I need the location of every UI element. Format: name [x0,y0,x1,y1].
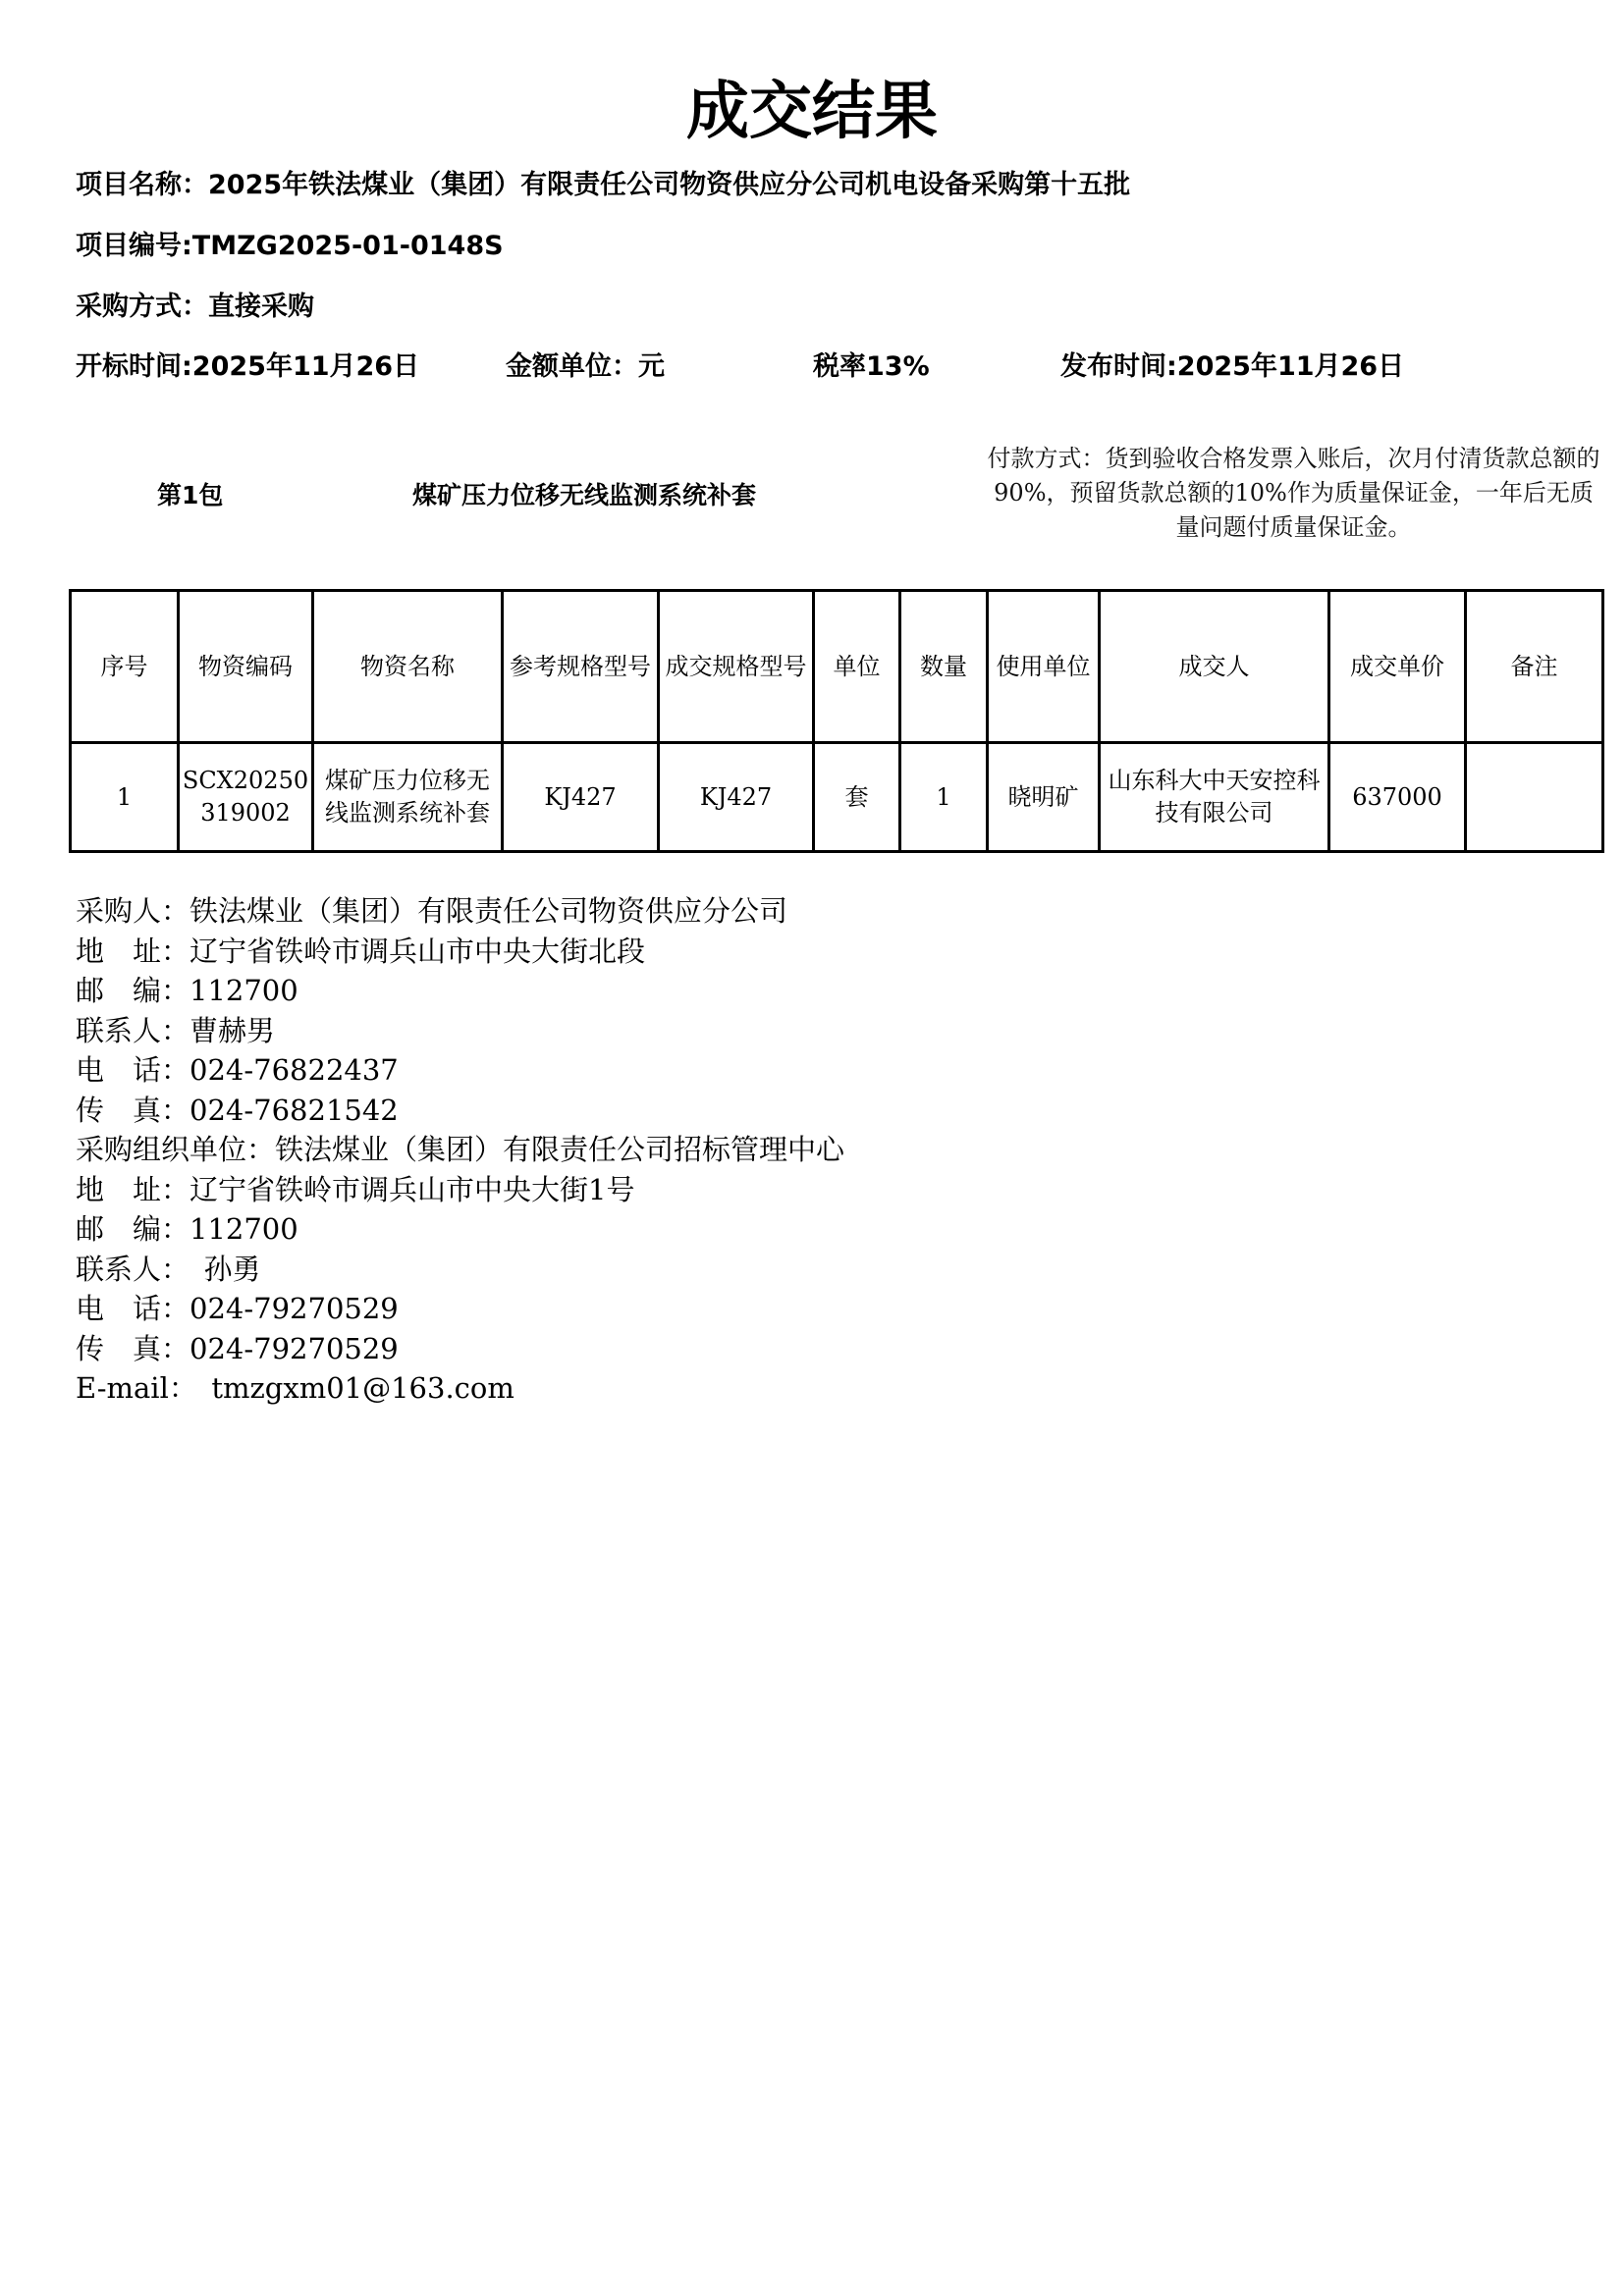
currency-unit: 金额单位：元 [506,351,665,382]
cell-using-unit: 晓明矿 [988,743,1100,852]
header-cell: 物资名称 [313,591,503,743]
header-cell: 备注 [1466,591,1603,743]
organizer-address: 地 址：辽宁省铁岭市调兵山市中央大街1号 [76,1172,635,1206]
cell-material-name: 煤矿压力位移无线监测系统补套 [313,743,503,852]
cell-supplier: 山东科大中天安控科技有限公司 [1100,743,1329,852]
package-name: 煤矿压力位移无线监测系统补套 [412,481,757,509]
cell-ref-spec: KJ427 [503,743,659,852]
purchaser-fax: 传 真：024-76821542 [76,1093,399,1127]
table-row [71,743,1603,852]
project-number: 项目编号:TMZG2025-01-0148S [76,231,504,261]
header-cell: 参考规格型号 [503,591,659,743]
header-cell: 序号 [71,591,179,743]
payment-terms: 付款方式：货到验收合格发票入账后，次月付清货款总额的90%，预留货款总额的10%作为质量保证金，一年后无质量问题付质量保证金。 [987,445,1600,541]
cell-unit: 套 [814,743,900,852]
project-name: 项目名称：2025年铁法煤业（集团）有限责任公司物资供应分公司机电设备采购第十五批 [76,170,1131,200]
organizer-phone: 电 话：024-79270529 [76,1292,399,1325]
result-table [69,589,1604,853]
organizer-fax: 传 真：024-79270529 [76,1331,399,1365]
purchaser-postcode: 邮 编：112700 [76,974,298,1007]
purchaser-contact: 联系人：曹赫男 [76,1013,276,1047]
publish-time: 发布时间:2025年11月26日 [1060,351,1405,382]
contact-info [76,891,844,1409]
header-cell: 数量 [900,591,988,743]
page-title: 成交结果 [686,76,938,148]
organizer-contact: 联系人： 孙勇 [76,1252,261,1286]
cell-remark [1466,743,1603,852]
header-cell: 使用单位 [988,591,1100,743]
package-number: 第1包 [157,481,224,509]
purchaser: 采购人：铁法煤业（集团）有限责任公司物资供应分公司 [76,894,788,928]
procurement-method: 采购方式：直接采购 [76,292,314,322]
header-cell: 物资编码 [179,591,313,743]
cell-unit-price: 637000 [1329,743,1466,852]
header-cell: 单位 [814,591,900,743]
purchaser-address: 地 址：辽宁省铁岭市调兵山市中央大街北段 [76,934,646,968]
cell-material-code: SCX20250319002 [179,743,313,852]
bid-open-time: 开标时间:2025年11月26日 [76,351,420,382]
organizer-postcode: 邮 编：112700 [76,1212,298,1246]
organizer: 采购组织单位：铁法煤业（集团）有限责任公司招标管理中心 [76,1133,845,1166]
header-cell: 成交单价 [1329,591,1466,743]
header-cell: 成交人 [1100,591,1329,743]
organizer-email: E-mail： tmzgxm01@163.com [76,1371,514,1405]
cell-index: 1 [71,743,179,852]
cell-quantity: 1 [900,743,988,852]
purchaser-phone: 电 话：024-76822437 [76,1053,399,1087]
table-header-row [71,591,1603,743]
cell-deal-spec: KJ427 [659,743,814,852]
header-cell: 成交规格型号 [659,591,814,743]
tax-rate: 税率13% [813,351,930,382]
